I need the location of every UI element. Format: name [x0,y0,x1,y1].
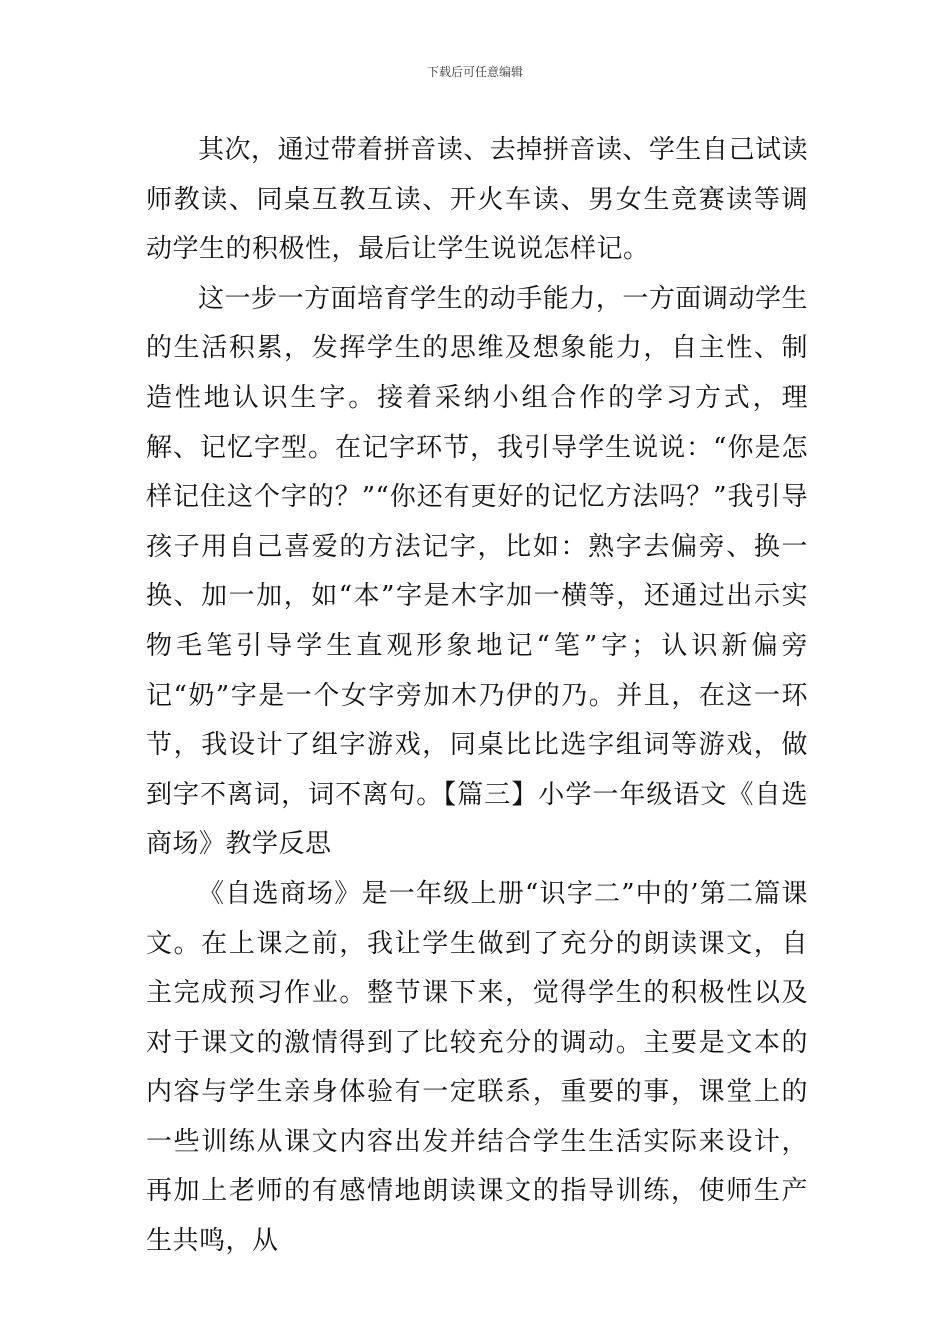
document-body [146,126,808,1267]
paragraph-3: 《自选商场》是一年级上册“识字二”中的’第二篇课文。在上课之前，我让学生做到了充分的朗读课文，自主完成预习作业。整节课下来，觉得学生的积极性以及对于课文的激情得到了比较充分的调动。主要是文本的内容与学生亲身体验有一定联系，重要的事，课堂上的一些训练从课文内容出发并结合学生生活实际来设计，再加上老师的有感情地朗读课文的指导训练，使师生产生共鸣，从 [146,878,808,1257]
paragraph-1: 其次，通过带着拼音读、去掉拼音读、学生自己试读师教读、同桌互教互读、开火车读、男女生竞赛读等调动学生的积极性，最后让学生说说怎样记。 [146,135,808,265]
paragraph-2: 这一步一方面培育学生的动手能力，一方面调动学生的生活积累，发挥学生的思维及想象能力，自主性、制造性地认识生字。接着采纳小组合作的学习方式，理解、记忆字型。在记字环节，我引导学生说说：“你是怎样记住这个字的？”“你还有更好的记忆方法吗？”我引导孩子用自己喜爱的方法记字，比如：熟字去偏旁、换一换、加一加，如“本”字是木字加一横等，还通过出示实物毛笔引导学生直观形象地记“笔”字；认识新偏旁记“奶”字是一个女字旁加木乃伊的乃。并且，在这一环节，我设计了组字游戏，同桌比比选字组词等游戏，做到字不离词，词不离句。【篇三】小学一年级语文《自选商场》教学反思 [146,283,808,860]
page-header: 下载后可任意编辑 [426,65,523,79]
